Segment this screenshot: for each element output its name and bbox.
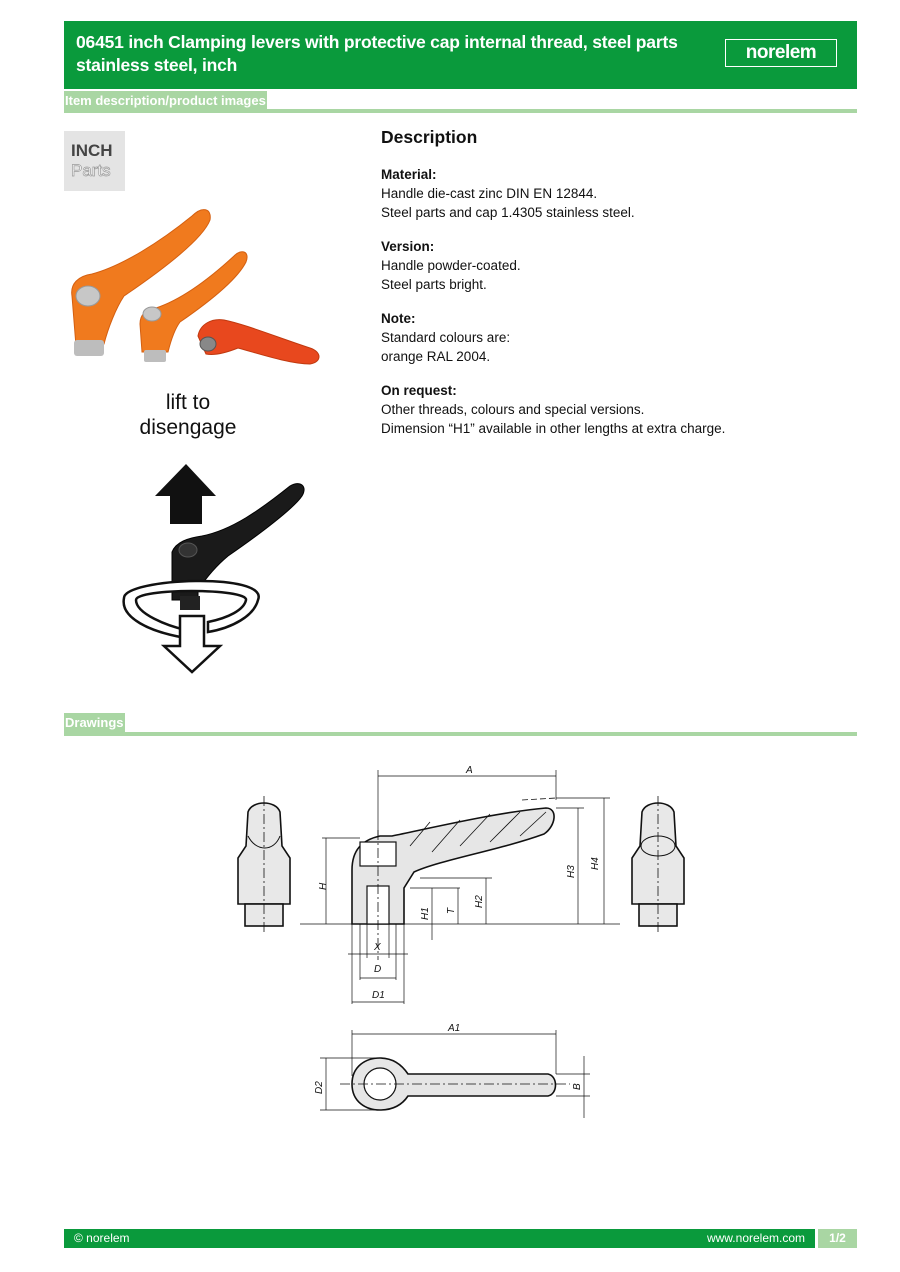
on-request-line: Other threads, colours and special versions.: [381, 402, 645, 417]
dimension-lines: [300, 770, 620, 1004]
dim-x: X: [374, 942, 381, 953]
dimension-labels: [314, 765, 601, 1094]
top-view: [320, 1030, 590, 1118]
page-footer: [64, 1229, 857, 1248]
material-line: Steel parts and cap 1.4305 stainless steel.: [381, 205, 635, 220]
note-line: Standard colours are:: [381, 330, 511, 345]
footer-page-number: 1/2: [815, 1229, 857, 1248]
footer-website-link[interactable]: www.norelem.com: [706, 1231, 805, 1245]
material-line: Handle die-cast zinc DIN EN 12844.: [381, 186, 598, 201]
dim-h4: H4: [590, 857, 601, 870]
version-line: Steel parts bright.: [381, 277, 487, 292]
dim-d1: D1: [372, 990, 385, 1001]
caption-line-2: disengage: [139, 416, 237, 439]
footer-copyright: © norelem: [74, 1231, 130, 1245]
dim-d: D: [374, 964, 382, 975]
version-label: Version:: [381, 239, 435, 254]
dim-t: T: [446, 907, 457, 914]
dim-a1: A1: [448, 1023, 461, 1034]
section-label-drawings: Drawings: [65, 715, 124, 730]
note-line: orange RAL 2004.: [381, 349, 491, 364]
on-request-line: Dimension “H1” available in other lengths at extra charge.: [381, 421, 726, 436]
caption-line-1: lift to: [165, 391, 211, 414]
dim-h3: H3: [566, 865, 577, 878]
title-line-1: 06451 inch Clamping levers with protective cap internal thread, steel parts: [76, 32, 678, 52]
dim-a: A: [466, 765, 473, 776]
description-heading: Description: [381, 127, 478, 147]
dim-h1: H1: [420, 907, 431, 920]
note-label: Note:: [381, 311, 416, 326]
norelem-logo: norelem: [725, 39, 837, 67]
front-view: [352, 798, 556, 960]
badge-line-2: Parts: [71, 161, 111, 180]
version-line: Handle powder-coated.: [381, 258, 521, 273]
section-label-images: Item description/product images: [65, 93, 266, 108]
dim-d2: D2: [314, 1081, 325, 1094]
dim-h2: H2: [474, 895, 485, 908]
badge-line-1: INCH: [71, 141, 113, 160]
title-line-2: stainless steel, inch: [76, 55, 238, 75]
side-view-left: [238, 796, 290, 934]
dim-b: B: [572, 1083, 583, 1090]
on-request-label: On request:: [381, 383, 457, 398]
dim-h: H: [318, 882, 329, 890]
material-label: Material:: [381, 167, 437, 182]
side-view-right: [632, 796, 684, 934]
